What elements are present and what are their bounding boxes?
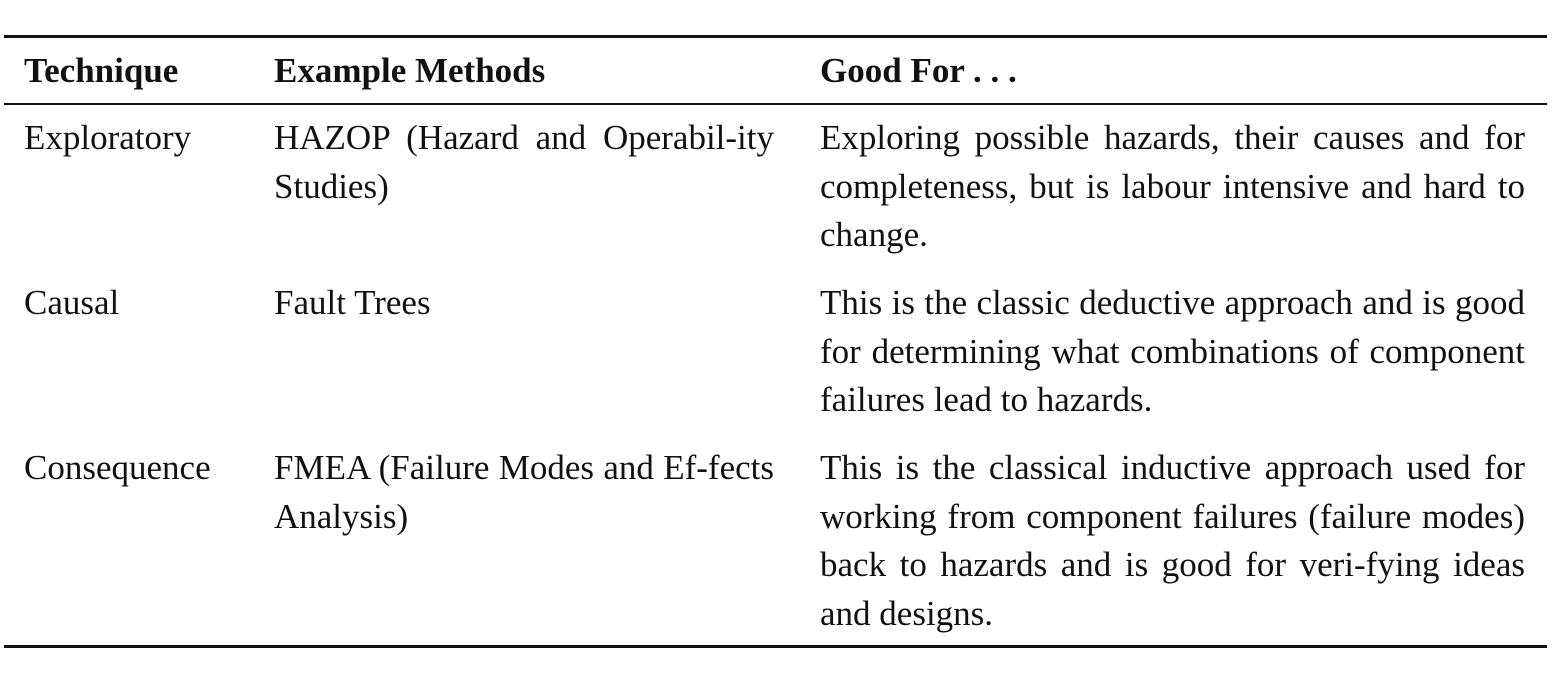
row-2-technique: Causal [24, 283, 120, 322]
header-technique: Technique [24, 51, 179, 90]
row-2-good-for: This is the classic deductive approach and is good for determining what combinations of component failures lead to hazards. [820, 283, 1525, 419]
header-example-methods: Example Methods [274, 51, 546, 90]
header-rule [4, 103, 1547, 105]
row-3-technique: Consequence [24, 448, 211, 487]
row-1-technique: Exploratory [24, 118, 192, 157]
bottom-rule [4, 645, 1547, 648]
row-1-methods: HAZOP (Hazard and Operabil-ity Studies) [274, 118, 774, 206]
row-2-methods: Fault Trees [274, 283, 431, 322]
row-3-good-for: This is the classical inductive approach used for working from component failures (failure modes) back to hazards and is good for veri-fying ideas and designs. [820, 448, 1525, 633]
row-1-good-for: Exploring possible hazards, their causes and for completeness, but is labour intensive and hard to change. [820, 118, 1525, 254]
row-3-methods: FMEA (Failure Modes and Ef-fects Analysis) [274, 448, 774, 536]
top-rule [4, 35, 1547, 38]
header-good-for: Good For . . . [820, 51, 1017, 90]
